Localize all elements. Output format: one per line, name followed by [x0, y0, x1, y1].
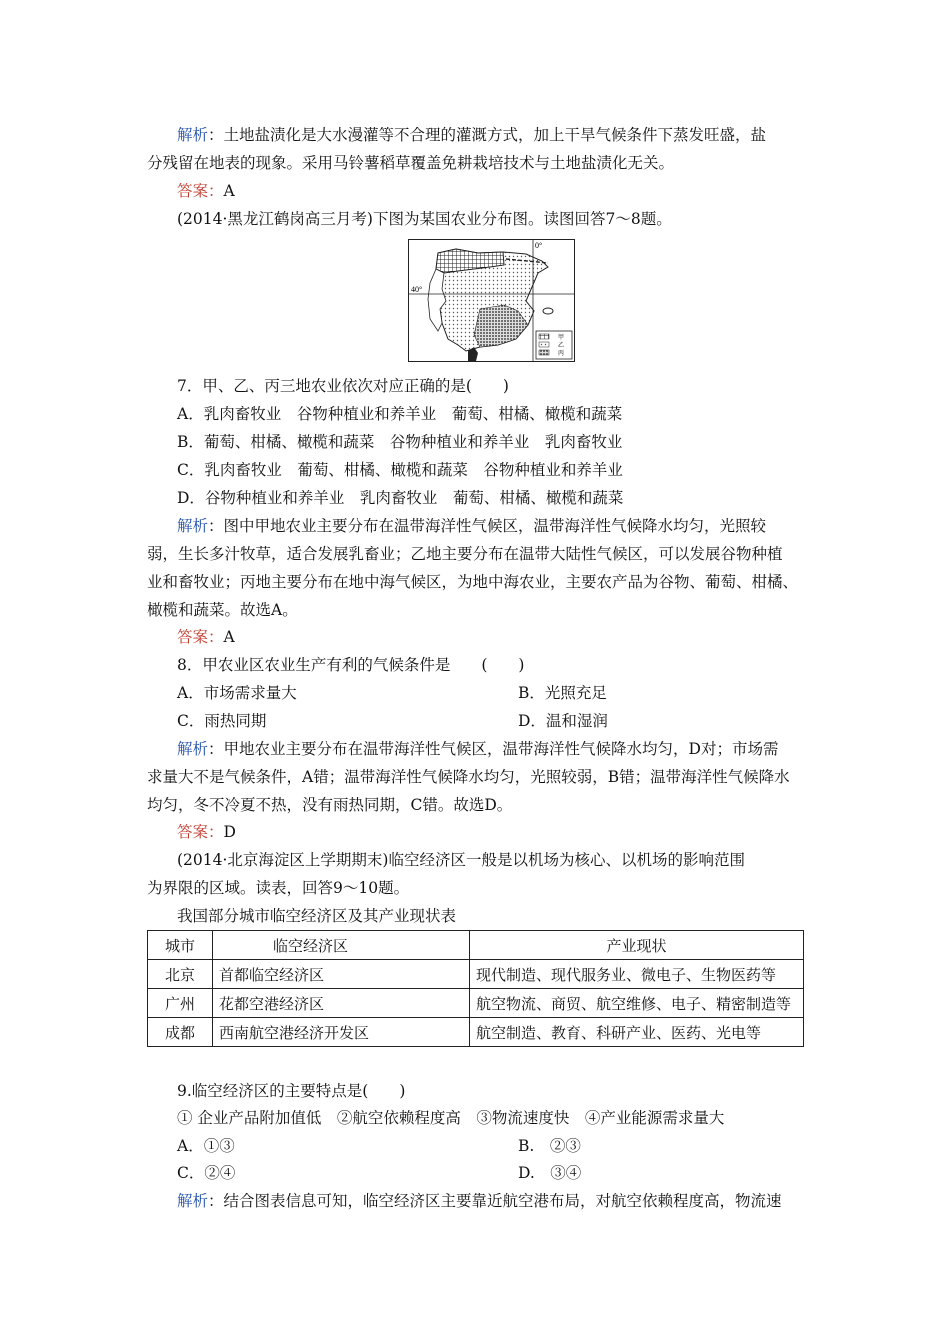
analysis-label: 解析	[177, 126, 209, 144]
table-caption: 我国部分城市临空经济区及其产业现状表	[177, 907, 457, 925]
q7-analysis-line: 解析：图中甲地农业主要分布在温带海洋性气候区，温带海洋性气候降水均匀，光照较	[177, 517, 767, 535]
analysis-label: 解析	[177, 1192, 209, 1210]
q9-option-c: C．②④	[177, 1164, 236, 1182]
intro-7-8: (2014·黑龙江鹤岗高三月考)下图为某国农业分布图。读图回答7～8题。	[177, 210, 672, 228]
table-header-row	[148, 931, 804, 960]
q7-stem: 7．甲、乙、丙三地农业依次对应正确的是( )	[177, 377, 509, 395]
answer-label: 答案：	[177, 628, 224, 646]
q9-analysis-line: 解析：结合图表信息可知，临空经济区主要靠近航空港布局，对航空依赖程度高，物流速	[177, 1192, 782, 1210]
answer-label: 答案：	[177, 182, 224, 200]
q9-option-b: B. ②③	[518, 1137, 581, 1155]
header-city: 城市	[148, 931, 213, 960]
legend-label-1: 甲	[558, 334, 565, 341]
analysis-label: 解析	[177, 740, 209, 758]
q6-analysis-line: 分残留在地表的现象。采用马铃薯稻草覆盖免耕栽培技术与土地盐渍化无关。	[147, 154, 675, 172]
q8-answer: 答案：D	[177, 823, 236, 841]
intro-9-10-line: (2014·北京海淀区上学期期末)临空经济区一般是以机场为核心、以机场的影响范围	[177, 851, 745, 869]
q7-answer: 答案：A	[177, 628, 235, 646]
q8-stem: 8．甲农业区农业生产有利的气候条件是 ( )	[177, 656, 525, 674]
economic-zone-table	[147, 930, 804, 1047]
header-industry: 产业现状	[470, 931, 804, 960]
q7-analysis-line: 橄榄和蔬菜。故选A。	[147, 601, 298, 619]
table-row: 广州 花都空港经济区 航空物流、商贸、航空维修、电子、精密制造等	[148, 989, 804, 1018]
q9-option-a: A．①③	[177, 1137, 235, 1155]
q8-option-c: C．雨热同期	[177, 712, 267, 730]
lon-label: 0°	[535, 241, 543, 250]
lat-label: 40°	[411, 285, 423, 294]
answer-label: 答案：	[177, 823, 224, 841]
legend-label-2: 乙	[558, 342, 565, 349]
legend-swatch-2	[539, 342, 549, 347]
q6-answer: 答案：A	[177, 182, 235, 200]
q8-analysis-line: 均匀，冬不冷夏不热，没有雨热同期，C错。故选D。	[147, 796, 513, 814]
analysis-label: 解析	[177, 517, 209, 535]
island	[543, 308, 553, 314]
q7-option-d: D．谷物种植业和养羊业 乳肉畜牧业 葡萄、柑橘、橄榄和蔬菜	[177, 489, 624, 507]
q8-analysis-line: 求量大不是气候条件，A错；温带海洋性气候降水均匀，光照较弱，B错；温带海洋性气候降水	[147, 768, 790, 786]
table-row: 北京 首都临空经济区 现代制造、现代服务业、微电子、生物医药等	[148, 960, 804, 989]
q9-items: ① 企业产品附加值低 ②航空依赖程度高 ③物流速度快 ④产业能源需求量大	[177, 1109, 725, 1127]
q6-analysis-line: 解析：土地盐渍化是大水漫灌等不合理的灌溉方式，加上干旱气候条件下蒸发旺盛，盐	[177, 126, 767, 144]
table-row: 成都 西南航空港经济开发区 航空制造、教育、科研产业、医药、光电等	[148, 1018, 804, 1047]
agriculture-map	[408, 239, 575, 362]
legend-label-3: 丙	[558, 350, 565, 357]
q8-option-b: B．光照充足	[518, 684, 607, 702]
q7-option-b: B．葡萄、柑橘、橄榄和蔬菜 谷物种植业和养羊业 乳肉畜牧业	[177, 433, 623, 451]
header-zone: 临空经济区	[213, 931, 470, 960]
legend-swatch-1	[539, 334, 549, 339]
legend-swatch-3	[539, 350, 549, 355]
q9-stem: 9.临空经济区的主要特点是( )	[177, 1082, 406, 1100]
intro-9-10-line: 为界限的区域。读表，回答9～10题。	[147, 879, 410, 897]
q7-option-a: A．乳肉畜牧业 谷物种植业和养羊业 葡萄、柑橘、橄榄和蔬菜	[177, 405, 623, 423]
q8-option-d: D．温和湿润	[518, 712, 608, 730]
q7-analysis-line: 弱，生长多汁牧草，适合发展乳畜业；乙地主要分布在温带大陆性气候区，可以发展谷物种植	[147, 545, 783, 563]
q8-analysis-line: 解析：甲地农业主要分布在温带海洋性气候区，温带海洋性气候降水均匀，D对；市场需	[177, 740, 779, 758]
q7-option-c: C．乳肉畜牧业 葡萄、柑橘、橄榄和蔬菜 谷物种植业和养羊业	[177, 461, 623, 479]
q8-option-a: A．市场需求量大	[177, 684, 297, 702]
q7-analysis-line: 业和畜牧业；丙地主要分布在地中海气候区，为地中海农业，主要农产品为谷物、葡萄、柑橘、	[147, 573, 799, 591]
q9-option-d: D. ③④	[518, 1164, 582, 1182]
